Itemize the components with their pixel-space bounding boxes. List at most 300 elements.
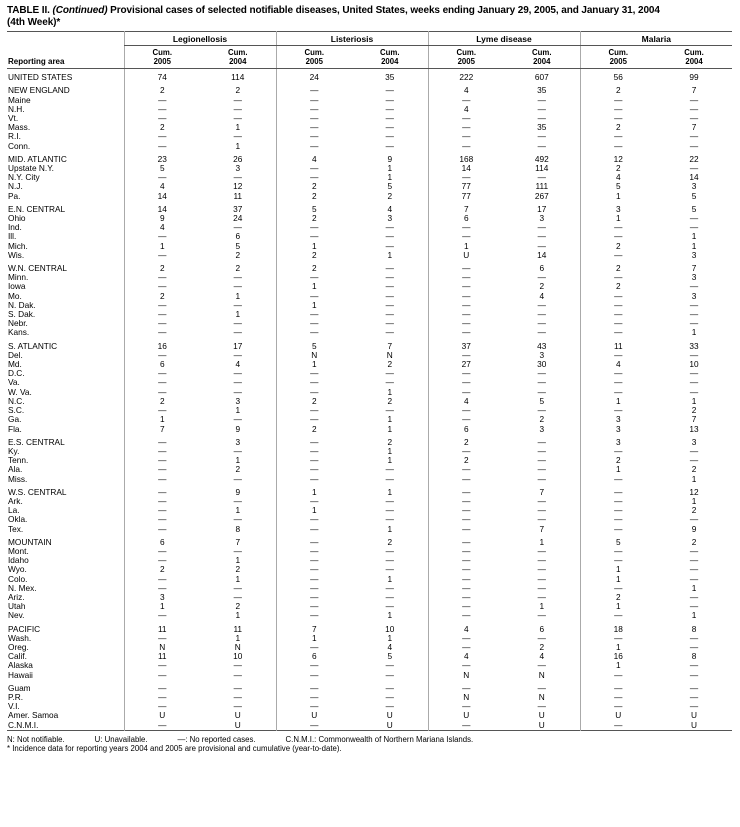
area-cell: Calif. <box>8 651 27 662</box>
value-cell: — <box>233 682 242 693</box>
value-cell: 1 <box>235 140 241 151</box>
value-cell: — <box>689 377 699 388</box>
value-cell: — <box>537 140 546 151</box>
value-cell: — <box>124 575 200 584</box>
value-cell: 9 <box>235 486 241 497</box>
table-row <box>7 192 732 201</box>
table-row <box>7 251 732 260</box>
value-cell: 267 <box>534 190 549 201</box>
area-cell: Maine <box>8 94 31 105</box>
value-cell: 4 <box>539 290 545 301</box>
value-cell: — <box>124 515 200 524</box>
value-cell: 10 <box>385 623 395 634</box>
value-cell: 11 <box>580 342 656 351</box>
value-cell: 14 <box>689 172 699 183</box>
value-cell: 7 <box>691 414 697 425</box>
footnote-item: C.N.M.I.: Commonwealth of Northern Mariana Islands. <box>285 734 474 744</box>
value-cell: 4 <box>387 641 393 652</box>
area-cell: Mass. <box>8 122 31 133</box>
table-row <box>7 301 732 310</box>
value-cell: 2 <box>539 414 545 425</box>
table-row <box>7 515 732 524</box>
subcolumn-header: Cum. 2004 <box>504 46 580 69</box>
area-cell: W.N. CENTRAL <box>8 263 68 274</box>
value-cell: 2 <box>124 86 200 95</box>
value-cell: 1 <box>124 602 200 611</box>
value-cell: 607 <box>534 72 549 83</box>
value-cell: — <box>276 328 352 337</box>
value-cell: 11 <box>124 652 200 661</box>
area-cell: R.I. <box>8 131 21 142</box>
value-cell: — <box>689 455 699 466</box>
value-cell: — <box>689 131 699 142</box>
area-cell: UNITED STATES <box>8 72 73 83</box>
table-row <box>7 342 732 351</box>
value-cell: — <box>233 113 242 123</box>
value-cell: — <box>428 264 504 273</box>
value-cell: — <box>233 414 242 425</box>
value-cell: — <box>428 282 504 291</box>
area-cell: N.C. <box>8 395 25 406</box>
value-cell: N <box>538 669 545 680</box>
table-row <box>7 643 732 652</box>
value-cell: — <box>580 611 656 620</box>
value-cell: — <box>689 213 699 224</box>
value-cell: 2 <box>276 264 352 273</box>
table-row <box>7 611 732 620</box>
footnote-item: —: No reported cases. <box>177 734 256 744</box>
value-cell: — <box>537 377 546 388</box>
value-cell: — <box>276 584 352 593</box>
value-cell: — <box>428 415 504 424</box>
value-cell: — <box>428 406 504 415</box>
value-cell: — <box>428 292 504 301</box>
value-cell: — <box>537 660 546 671</box>
area-cell: S.C. <box>8 405 25 416</box>
value-cell: — <box>428 465 504 474</box>
value-cell: U <box>428 251 504 260</box>
value-cell: — <box>124 693 200 702</box>
value-cell: 14 <box>124 205 200 214</box>
value-cell: 35 <box>385 72 395 83</box>
value-cell: 1 <box>235 309 241 320</box>
footnote-item: U: Unavailable. <box>94 734 148 744</box>
value-cell: — <box>580 319 656 328</box>
table-row <box>7 652 732 661</box>
value-cell: 33 <box>689 340 699 351</box>
value-cell: 4 <box>235 359 241 370</box>
value-cell: 1 <box>580 465 656 474</box>
notifiable-diseases-table <box>7 31 732 731</box>
table-row <box>7 182 732 191</box>
value-cell: 1 <box>387 610 393 621</box>
value-cell: 1 <box>276 634 352 643</box>
value-cell: 5 <box>235 240 241 251</box>
value-cell: — <box>580 310 656 319</box>
value-cell: 77 <box>428 192 504 201</box>
value-cell: 7 <box>691 263 697 274</box>
area-cell: Idaho <box>8 555 29 566</box>
value-cell: — <box>276 310 352 319</box>
value-cell: — <box>276 661 352 670</box>
value-cell: — <box>385 701 394 712</box>
value-cell: 30 <box>537 359 547 370</box>
value-cell: 8 <box>691 651 697 662</box>
value-cell: — <box>428 702 504 711</box>
table-header <box>7 32 732 69</box>
value-cell: 2 <box>387 436 393 447</box>
value-cell: N <box>124 643 200 652</box>
area-cell: Ohio <box>8 213 26 224</box>
column-group-listeriosis: Listeriosis <box>276 32 428 46</box>
value-cell: — <box>537 514 546 525</box>
value-cell: 5 <box>276 342 352 351</box>
value-cell: 77 <box>428 182 504 191</box>
value-cell: 4 <box>428 86 504 95</box>
table-row <box>7 388 732 397</box>
value-cell: 10 <box>689 359 699 370</box>
value-cell: 1 <box>276 488 352 497</box>
table-row <box>7 232 732 241</box>
value-cell: — <box>689 660 699 671</box>
value-cell: — <box>428 173 504 182</box>
value-cell: — <box>233 281 242 292</box>
value-cell: — <box>276 593 352 602</box>
value-cell: — <box>689 641 699 652</box>
table-row <box>7 132 732 141</box>
value-cell: — <box>124 634 200 643</box>
value-cell: — <box>385 582 394 593</box>
value-cell: — <box>428 547 504 556</box>
area-cell: Oreg. <box>8 641 29 652</box>
value-cell: — <box>385 272 394 283</box>
value-cell: U <box>580 711 656 720</box>
value-cell: — <box>385 405 394 416</box>
table-row <box>7 538 732 547</box>
value-cell: — <box>385 103 394 114</box>
value-cell: — <box>124 328 200 337</box>
value-cell: 1 <box>691 610 697 621</box>
value-cell: 3 <box>539 349 545 360</box>
value-cell: — <box>276 643 352 652</box>
value-cell: — <box>580 721 656 731</box>
value-cell: — <box>537 682 546 693</box>
value-cell: — <box>537 222 546 233</box>
area-cell: Mo. <box>8 290 22 301</box>
value-cell: 4 <box>580 360 656 369</box>
value-cell: 1 <box>580 602 656 611</box>
value-cell: 35 <box>537 122 547 133</box>
footnote-item: N: Not notifiable. <box>7 734 65 744</box>
value-cell: 2 <box>580 86 656 95</box>
value-cell: — <box>385 309 394 320</box>
table-row <box>7 625 732 634</box>
value-cell: — <box>428 301 504 310</box>
value-cell: — <box>233 582 242 593</box>
table-row <box>7 661 732 670</box>
value-cell: 4 <box>428 105 504 114</box>
value-cell: — <box>580 702 656 711</box>
area-cell: Tex. <box>8 523 24 534</box>
value-cell: 2 <box>428 456 504 465</box>
table-row <box>7 214 732 223</box>
value-cell: — <box>428 351 504 360</box>
area-cell: N.H. <box>8 103 25 114</box>
table-row <box>7 328 732 337</box>
table-row <box>7 73 732 82</box>
value-cell: — <box>124 661 200 670</box>
value-cell: — <box>537 701 546 712</box>
area-cell: NEW ENGLAND <box>8 85 70 96</box>
table-number: TABLE II. <box>7 5 50 16</box>
value-cell: — <box>124 465 200 474</box>
area-cell: V.I. <box>8 701 20 712</box>
subcolumn-header: Cum. 2005 <box>124 46 200 69</box>
area-cell: Ariz. <box>8 591 25 602</box>
value-cell: 2 <box>276 214 352 223</box>
value-cell: — <box>276 273 352 282</box>
value-cell: — <box>537 591 546 602</box>
table-row <box>7 205 732 214</box>
value-cell: 3 <box>691 272 697 283</box>
value-cell: 27 <box>428 360 504 369</box>
value-cell: U <box>691 719 698 730</box>
subcolumn-header: Cum. 2004 <box>200 46 276 69</box>
area-cell: Iowa <box>8 281 26 292</box>
value-cell: 2 <box>124 292 200 301</box>
value-cell: — <box>276 515 352 524</box>
table-row <box>7 584 732 593</box>
area-cell: Pa. <box>8 190 21 201</box>
value-cell: — <box>276 456 352 465</box>
value-cell: 5 <box>580 182 656 191</box>
value-cell: — <box>276 693 352 702</box>
value-cell: 5 <box>276 205 352 214</box>
table-row <box>7 438 732 447</box>
value-cell: 9 <box>387 153 393 164</box>
table-row <box>7 310 732 319</box>
value-cell: 23 <box>124 155 200 164</box>
value-cell: 1 <box>235 555 241 566</box>
value-cell: 492 <box>534 153 549 164</box>
value-cell: 9 <box>691 523 697 534</box>
table-row <box>7 711 732 720</box>
value-cell: — <box>537 464 546 475</box>
table-row <box>7 702 732 711</box>
table-row <box>7 465 732 474</box>
value-cell: — <box>689 682 699 693</box>
value-cell: — <box>537 505 546 516</box>
value-cell: 74 <box>124 73 200 82</box>
value-cell: — <box>428 475 504 484</box>
area-cell: Nev. <box>8 610 25 621</box>
value-cell: — <box>580 525 656 534</box>
value-cell: 3 <box>235 436 241 447</box>
value-cell: 99 <box>689 72 699 83</box>
value-cell: 1 <box>387 172 393 183</box>
value-cell: 1 <box>387 632 393 643</box>
area-cell: Utah <box>8 601 26 612</box>
continued-label: (Continued) <box>49 5 108 16</box>
value-cell: 2 <box>580 282 656 291</box>
value-cell: — <box>428 232 504 241</box>
value-cell: 1 <box>539 601 545 612</box>
value-cell: — <box>276 415 352 424</box>
value-cell: 4 <box>428 652 504 661</box>
value-cell: 4 <box>428 625 504 634</box>
value-cell: — <box>124 684 200 693</box>
area-cell: W. Va. <box>8 386 32 397</box>
value-cell: — <box>124 438 200 447</box>
column-group-malaria: Malaria <box>580 32 732 46</box>
table-row <box>7 223 732 232</box>
value-cell: — <box>233 349 242 360</box>
value-cell: — <box>124 388 200 397</box>
table-row <box>7 282 732 291</box>
value-cell: 2 <box>539 641 545 652</box>
value-cell: — <box>537 299 546 310</box>
value-cell: — <box>124 721 200 731</box>
value-cell: — <box>580 634 656 643</box>
value-cell: — <box>537 386 546 397</box>
value-cell: — <box>276 497 352 506</box>
value-cell: N <box>428 693 504 702</box>
value-cell: — <box>537 318 546 329</box>
value-cell: 2 <box>691 464 697 475</box>
value-cell: — <box>385 505 394 516</box>
value-cell: 2 <box>691 505 697 516</box>
value-cell: 3 <box>235 395 241 406</box>
value-cell: — <box>385 222 394 233</box>
value-cell: 3 <box>124 593 200 602</box>
value-cell: — <box>580 671 656 680</box>
value-cell: 6 <box>539 263 545 274</box>
value-cell: — <box>385 85 394 96</box>
value-cell: 1 <box>387 445 393 456</box>
value-cell: — <box>385 368 394 379</box>
value-cell: — <box>428 721 504 731</box>
value-cell: 4 <box>387 203 393 214</box>
value-cell: 14 <box>124 192 200 201</box>
value-cell: — <box>385 495 394 506</box>
value-cell: 24 <box>233 213 243 224</box>
value-cell: N <box>386 349 393 360</box>
area-cell: S. Dak. <box>8 309 36 320</box>
value-cell: 1 <box>124 242 200 251</box>
area-cell: Kans. <box>8 327 30 338</box>
table-row <box>7 319 732 328</box>
value-cell: 5 <box>124 164 200 173</box>
value-cell: — <box>233 327 242 338</box>
area-cell: Okla. <box>8 514 28 525</box>
value-cell: — <box>428 273 504 282</box>
value-cell: — <box>385 131 394 142</box>
value-cell: N <box>234 641 241 652</box>
value-cell: 168 <box>428 155 504 164</box>
value-cell: 56 <box>580 73 656 82</box>
value-cell: — <box>276 684 352 693</box>
value-cell: — <box>124 369 200 378</box>
value-cell: 1 <box>276 282 352 291</box>
value-cell: 2 <box>387 536 393 547</box>
value-cell: 18 <box>580 625 656 634</box>
value-cell: 6 <box>235 231 241 242</box>
value-cell: — <box>233 660 242 671</box>
value-cell: — <box>689 103 699 114</box>
value-cell: — <box>537 455 546 466</box>
value-cell: 2 <box>580 123 656 132</box>
value-cell: 2 <box>124 123 200 132</box>
value-cell: U <box>428 711 504 720</box>
value-cell: — <box>233 495 242 506</box>
value-cell: — <box>276 447 352 456</box>
value-cell: 3 <box>691 436 697 447</box>
value-cell: — <box>385 591 394 602</box>
value-cell: — <box>428 575 504 584</box>
value-cell: — <box>385 682 394 693</box>
value-cell: — <box>428 611 504 620</box>
value-cell: 11 <box>233 623 243 634</box>
value-cell: 2 <box>387 190 393 201</box>
table-row <box>7 406 732 415</box>
value-cell: — <box>276 96 352 105</box>
value-cell: 3 <box>580 415 656 424</box>
value-cell: U <box>386 719 393 730</box>
area-cell: N. Dak. <box>8 299 36 310</box>
value-cell: — <box>124 584 200 593</box>
value-cell: 43 <box>537 340 547 351</box>
area-cell: Va. <box>8 377 20 388</box>
value-cell: — <box>124 611 200 620</box>
value-cell: — <box>537 405 546 416</box>
table-row <box>7 123 732 132</box>
value-cell: — <box>385 240 394 251</box>
value-cell: — <box>537 231 546 242</box>
value-cell: — <box>276 465 352 474</box>
value-cell: 1 <box>276 242 352 251</box>
value-cell: 111 <box>535 181 549 192</box>
value-cell: 2 <box>539 281 545 292</box>
table-row <box>7 105 732 114</box>
value-cell: — <box>689 514 699 525</box>
value-cell: — <box>689 601 699 612</box>
table-row <box>7 242 732 251</box>
value-cell: 12 <box>580 155 656 164</box>
value-cell: — <box>276 475 352 484</box>
table-row <box>7 475 732 484</box>
value-cell: 2 <box>276 192 352 201</box>
value-cell: 12 <box>689 486 699 497</box>
value-cell: — <box>385 473 394 484</box>
value-cell: 7 <box>387 340 393 351</box>
value-cell: 2 <box>276 182 352 191</box>
area-cell: Alaska <box>8 660 33 671</box>
value-cell: — <box>276 173 352 182</box>
value-cell: 7 <box>691 122 697 133</box>
value-cell: 2 <box>428 438 504 447</box>
table-row <box>7 497 732 506</box>
table-row <box>7 397 732 406</box>
value-cell: — <box>124 497 200 506</box>
value-cell: 2 <box>387 359 393 370</box>
value-cell: 16 <box>580 652 656 661</box>
value-cell: 1 <box>235 632 241 643</box>
value-cell: 14 <box>428 164 504 173</box>
value-cell: — <box>276 556 352 565</box>
area-cell: Ky. <box>8 445 20 456</box>
area-cell: Ark. <box>8 495 23 506</box>
value-cell: 1 <box>428 242 504 251</box>
